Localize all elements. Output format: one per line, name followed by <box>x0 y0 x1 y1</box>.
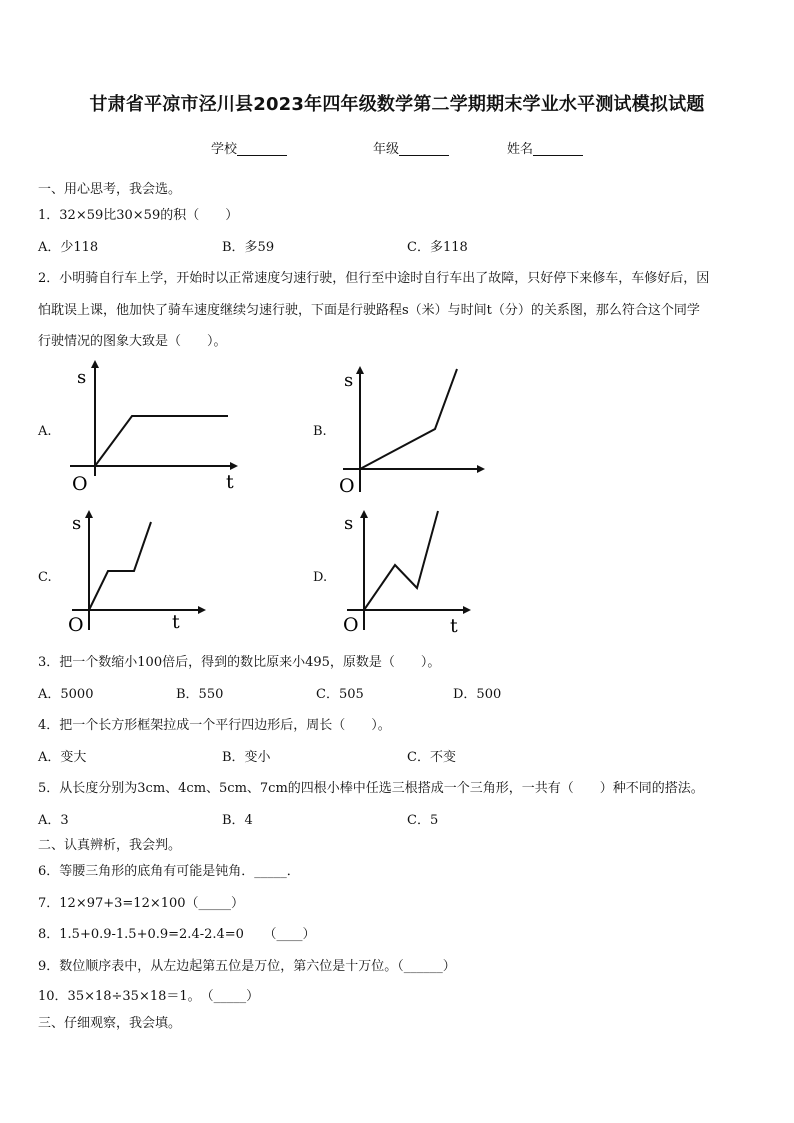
q1-option-a[interactable]: A．少118 <box>38 240 99 255</box>
graph-b[interactable] <box>333 364 493 498</box>
graph-d-t-label: t <box>450 615 458 636</box>
name-blank[interactable] <box>533 143 583 156</box>
grade-blank[interactable] <box>399 143 449 156</box>
graph-a-y-arrow <box>91 360 99 368</box>
graph-a-s-label: s <box>77 367 87 388</box>
graph-d-origin-label: O <box>343 614 359 636</box>
q1-option-b[interactable]: B．多59 <box>222 240 275 255</box>
q5-option-a[interactable]: A．3 <box>38 813 69 828</box>
q4-stem: 4．把一个长方形框架拉成一个平行四边形后，周长（ ）。 <box>38 718 391 733</box>
q5-option-c[interactable]: C．5 <box>407 813 439 828</box>
school-blank[interactable] <box>237 143 287 156</box>
graph-c-line <box>89 522 151 610</box>
section-3-heading: 三、仔细观察，我会填。 <box>38 1016 182 1031</box>
q4-option-c[interactable]: C．不变 <box>407 750 456 765</box>
q3-option-c[interactable]: C．505 <box>316 687 364 702</box>
q4-option-a[interactable]: A．变大 <box>38 750 87 765</box>
page-title: 甘肃省平凉市泾川县2023年四年级数学第二学期期末学业水平测试模拟试题 <box>89 94 705 115</box>
q1-option-c[interactable]: C．多118 <box>407 240 468 255</box>
q2-stem-line-2: 怕耽误上课，他加快了骑车速度继续匀速行驶，下面是行驶路程s（米）与时间t（分）的关系图，那么符合这个同学 <box>38 303 700 318</box>
q2-stem-line-3: 行驶情况的图象大致是（ ）。 <box>38 334 227 349</box>
school-field[interactable] <box>211 143 287 156</box>
q3-option-b[interactable]: B．550 <box>176 687 224 702</box>
graph-c-x-arrow <box>198 606 206 614</box>
q3-option-d[interactable]: D．500 <box>453 687 502 702</box>
graph-c-y-arrow <box>85 510 93 518</box>
q2-stem-line-1: 2．小明骑自行车上学，开始时以正常速度匀速行驶，但行至中途时自行车出了故障，只好停下来修车，车修好后，因 <box>38 271 710 286</box>
school-label: 学校 <box>211 142 238 157</box>
graph-d-label[interactable]: D. <box>313 570 328 585</box>
graph-c-origin-label: O <box>68 614 84 636</box>
graph-a-line <box>95 416 228 466</box>
graph-d[interactable] <box>337 508 477 636</box>
graph-d-y-arrow <box>360 510 368 518</box>
graph-d-s-label: s <box>344 513 354 534</box>
grade-label: 年级 <box>373 142 400 157</box>
graph-b-line <box>360 369 457 469</box>
q5-option-b[interactable]: B．4 <box>222 813 253 828</box>
graph-d-line <box>364 511 438 610</box>
graph-b-x-arrow <box>477 465 485 473</box>
q9-text: 9．数位顺序表中，从左边起第五位是万位，第六位是十万位。（______） <box>38 959 456 974</box>
grade-field[interactable] <box>373 143 449 156</box>
q1-stem: 1．32×59比30×59的积（ ） <box>38 208 239 223</box>
q6-text: 6．等腰三角形的底角有可能是钝角．_____． <box>38 864 300 879</box>
name-field[interactable] <box>507 143 583 156</box>
graph-c-s-label: s <box>72 513 82 534</box>
q8-text: 8．1.5+0.9-1.5+0.9=2.4-2.4=0 （____） <box>38 927 316 942</box>
graph-a-t-label: t <box>226 471 234 493</box>
graph-b-y-arrow <box>356 366 364 374</box>
q4-option-b[interactable]: B．变小 <box>222 750 271 765</box>
graph-b-label[interactable]: B. <box>313 424 327 439</box>
name-label: 姓名 <box>507 142 534 157</box>
graph-d-x-arrow <box>463 606 471 614</box>
graph-c[interactable] <box>62 508 212 636</box>
q5-stem: 5．从长度分别为3cm、4cm、5cm、7cm的四根小棒中任选三根搭成一个三角形，一共有（ ）种不同的搭法。 <box>38 781 704 796</box>
graph-a-x-arrow <box>230 462 238 470</box>
graph-a[interactable] <box>60 358 260 498</box>
section-2-heading: 二、认真辨析，我会判。 <box>38 838 182 853</box>
q10-text: 10．35×18÷35×18＝1。 （_____） <box>38 989 260 1004</box>
graph-b-s-label: s <box>344 370 354 391</box>
q3-option-a[interactable]: A．5000 <box>38 687 94 702</box>
graph-a-label[interactable]: A. <box>38 424 52 439</box>
graph-c-t-label: t <box>172 611 180 633</box>
q3-stem: 3．把一个数缩小100倍后，得到的数比原来小495，原数是（ ）。 <box>38 655 441 670</box>
q7-text: 7．12×97+3=12×100（_____） <box>38 896 245 911</box>
graph-b-origin-label: O <box>339 475 355 497</box>
graph-a-origin-label: O <box>72 473 88 495</box>
section-1-heading: 一、用心思考，我会选。 <box>38 182 182 197</box>
graph-c-label[interactable]: C. <box>38 570 52 585</box>
